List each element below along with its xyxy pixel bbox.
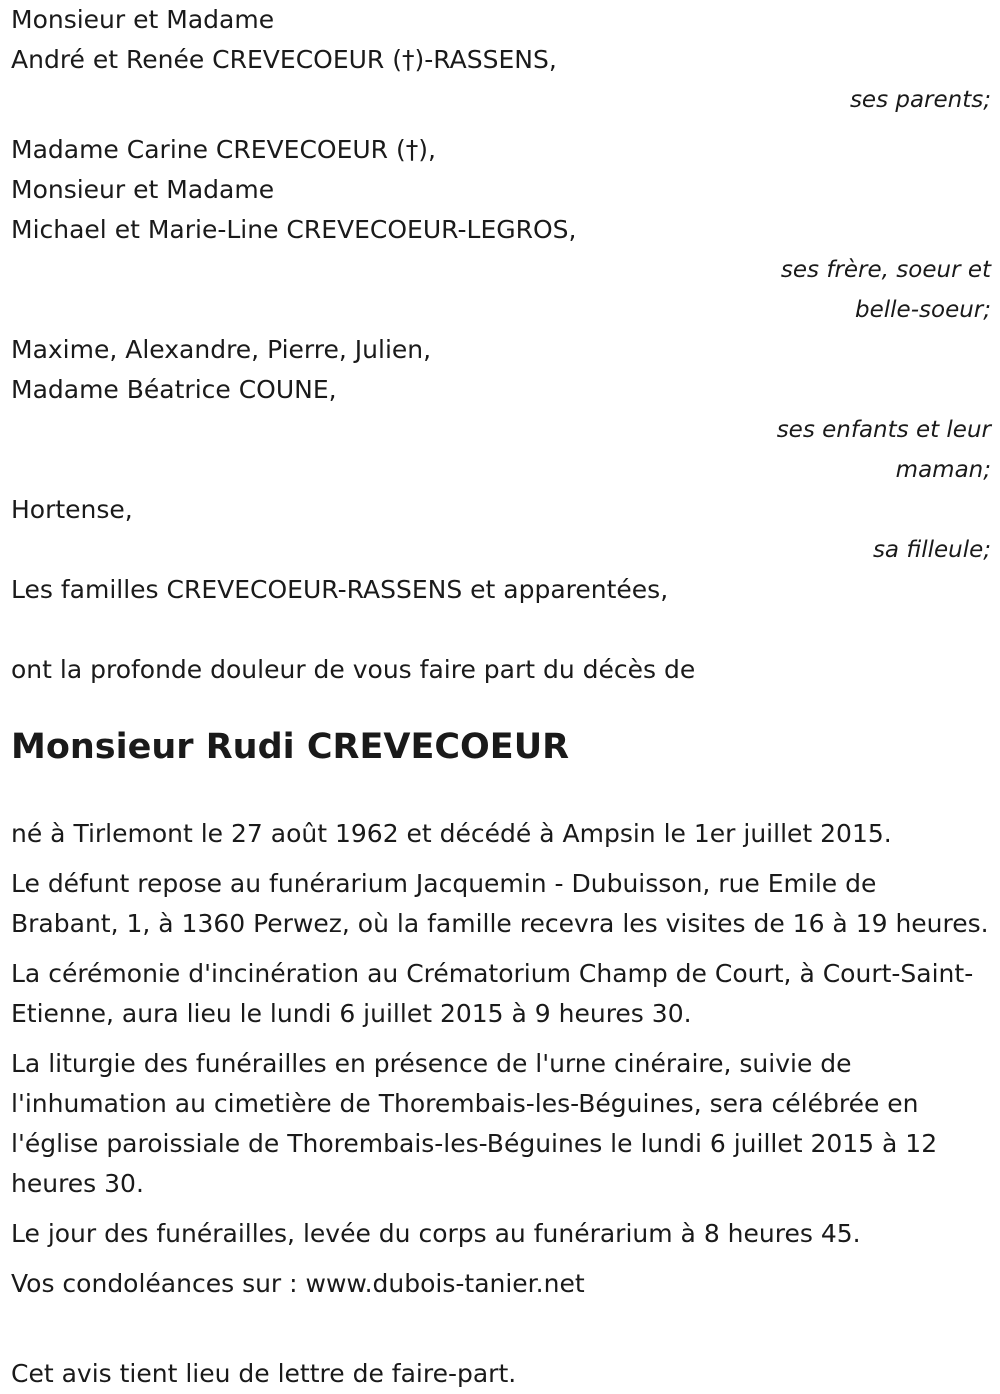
announcement-text: ont la profonde douleur de vous faire part du décès de [11,655,696,684]
family-line: Madame Carine CREVECOEUR (†), [11,135,436,164]
relation-label: sa filleule; [872,537,991,563]
deceased-name: Monsieur Rudi CREVECOEUR [11,727,570,767]
family-group-goddaughter [11,490,991,570]
family-line: Michael et Marie-Line CREVECOEUR-LEGROS, [11,215,577,244]
family-group-children [11,330,991,490]
relation-label: ses enfants et leur [776,417,991,443]
family-line: André et Renée CREVECOEUR (†)-RASSENS, [11,45,557,74]
details-section [11,814,991,1304]
family-line: Monsieur et Madame [11,5,275,34]
relation-label: maman; [895,457,991,483]
relation-label: ses parents; [849,87,991,113]
family-line: Madame Béatrice COUNE, [11,375,337,404]
family-line: Maxime, Alexandre, Pierre, Julien, [11,335,432,364]
funerarium-paragraph: Le défunt repose au funérarium Jacquemin - Dubuisson, rue Emile de Brabant, 1, à 1360 Perwez, où la famille recevra les visites de 16 à 19 heures. [11,869,989,938]
family-group-siblings [11,130,991,330]
funeral-day-paragraph: Le jour des funérailles, levée du corps au funérarium à 8 heures 45. [11,1219,861,1248]
relation-label: ses frère, soeur et [780,257,991,283]
liturgy-paragraph: La liturgie des funérailles en présence de l'urne cinéraire, suivie de l'inhumation au cimetière de Thorembais-les-Béguines, sera célébrée en l'église paroissiale de Thorembais-les-Béguines le lundi 6 juillet 2015 à 12 heures 30. [11,1049,938,1198]
family-line: Monsieur et Madame [11,175,275,204]
family-line: Hortense, [11,495,133,524]
family-group-extended [11,570,991,610]
family-line: Les familles CREVECOEUR-RASSENS et apparentées, [11,575,669,604]
obituary-notice [11,0,991,1394]
cremation-paragraph: La cérémonie d'incinération au Crématorium Champ de Court, à Court-Saint-Etienne, aura lieu le lundi 6 juillet 2015 à 9 heures 30. [11,959,974,1028]
family-group-parents [11,0,991,120]
condolences-paragraph: Vos condoléances sur : www.dubois-tanier.net [11,1269,585,1298]
relation-label: belle-soeur; [855,297,991,323]
footer-note: Cet avis tient lieu de lettre de faire-part. [11,1359,517,1388]
birth-death-paragraph: né à Tirlemont le 27 août 1962 et décédé à Ampsin le 1er juillet 2015. [11,819,892,848]
